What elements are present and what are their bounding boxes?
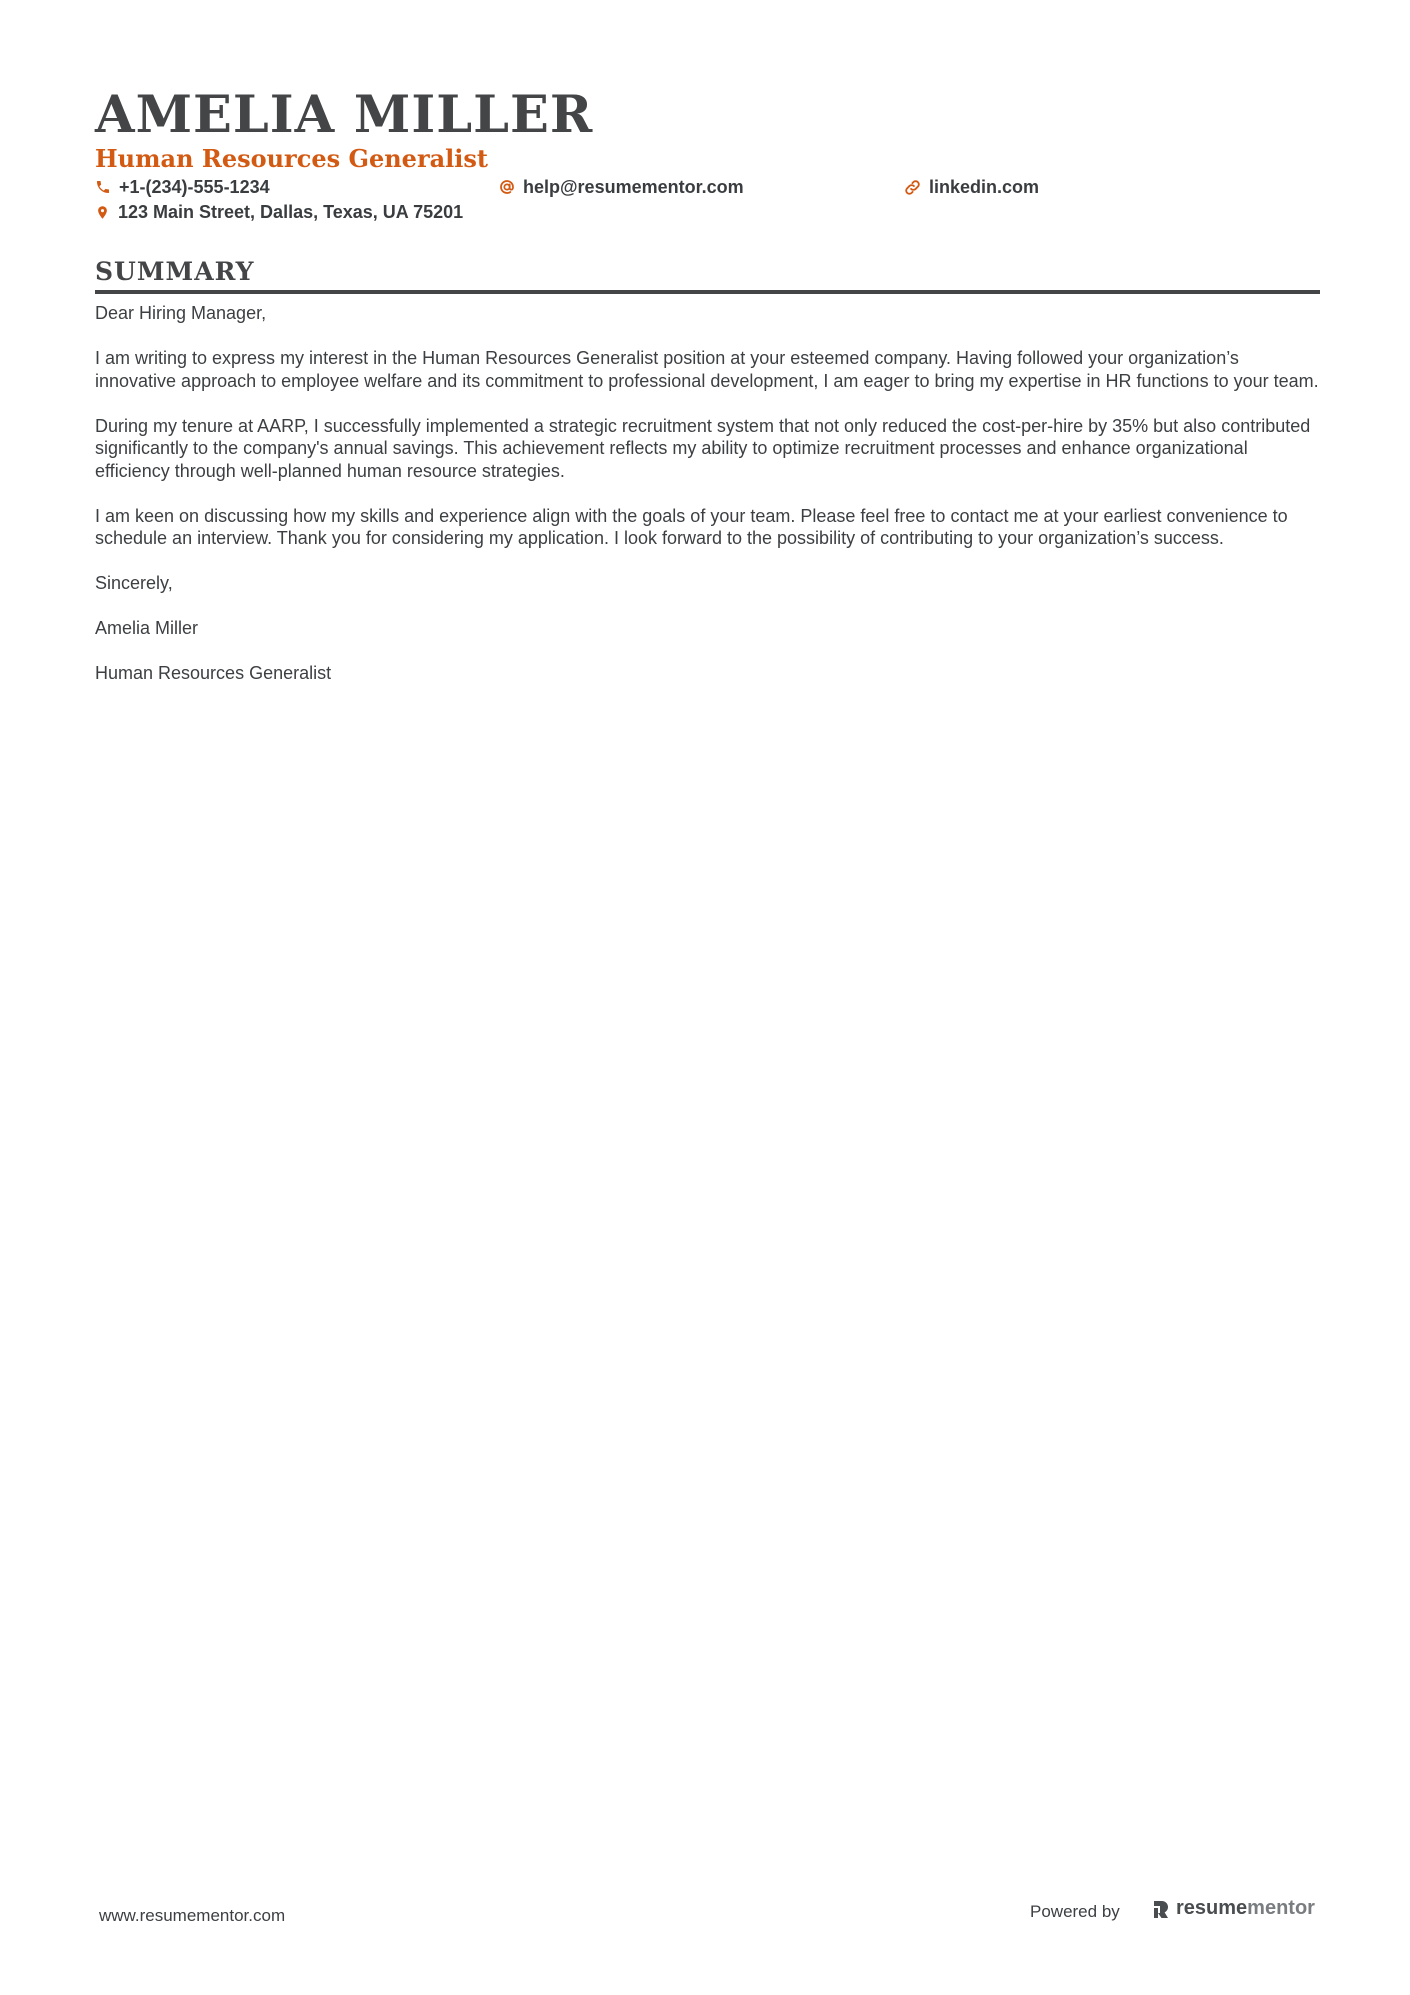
signature-title: Human Resources Generalist xyxy=(95,663,332,683)
letter-paragraph: I am writing to express my interest in the Human Resources Generalist position at your esteemed company. Having followed your organization’s innovative approach to employee welfare and its commitment to professional development, I am eager to bring my expertise in HR functions to your team. xyxy=(95,348,1319,391)
map-pin-icon xyxy=(95,204,110,221)
letter-paragraph: I am keen on discussing how my skills and experience align with the goals of your team. Please feel free to contact me at your earliest convenience to schedule an interview. Thank you for considering my application. I look forward to the possibility of contributing to your organization’s success. xyxy=(95,505,1288,548)
letter-greeting: Dear Hiring Manager, xyxy=(95,303,267,323)
brand-name-part1: resume xyxy=(1176,1897,1248,1919)
letter-closing: Sincerely, xyxy=(95,573,173,593)
at-icon xyxy=(499,179,515,195)
contact-info xyxy=(95,176,1320,232)
phone-text: +1-(234)-555-1234 xyxy=(119,177,270,197)
summary-section xyxy=(95,256,1320,707)
brand-name-part2: mentor xyxy=(1247,1897,1315,1919)
brand-logo[interactable] xyxy=(1152,1897,1315,1920)
footer-url[interactable]: www.resumementor.com xyxy=(99,1906,286,1925)
contact-phone[interactable] xyxy=(95,176,270,198)
phone-icon xyxy=(95,179,111,195)
contact-address xyxy=(95,201,463,223)
resumementor-logo-icon xyxy=(1152,1899,1170,1919)
powered-by-label: Powered by xyxy=(1030,1902,1120,1921)
letter-body xyxy=(95,302,1320,685)
candidate-name: AMELIA MILLER xyxy=(95,85,594,145)
contact-link[interactable] xyxy=(904,176,1039,198)
link-text: linkedin.com xyxy=(929,177,1040,197)
email-text: help@resumementor.com xyxy=(523,177,744,197)
signature-name: Amelia Miller xyxy=(95,618,199,638)
section-title: SUMMARY xyxy=(95,256,1320,294)
link-icon xyxy=(904,179,921,196)
letter-paragraph: During my tenure at AARP, I successfully implemented a strategic recruitment system that not only reduced the cost-per-hire by 35% but also contributed significantly to the company's annual savings. This achievement reflects my ability to optimize recruitment processes and enhance organizational efficiency through well-planned human resource strategies. xyxy=(95,415,1311,481)
contact-email[interactable] xyxy=(499,176,744,198)
header xyxy=(95,86,1320,232)
address-text: 123 Main Street, Dallas, Texas, UA 75201 xyxy=(118,202,464,222)
candidate-role: Human Resources Generalist xyxy=(95,144,488,173)
